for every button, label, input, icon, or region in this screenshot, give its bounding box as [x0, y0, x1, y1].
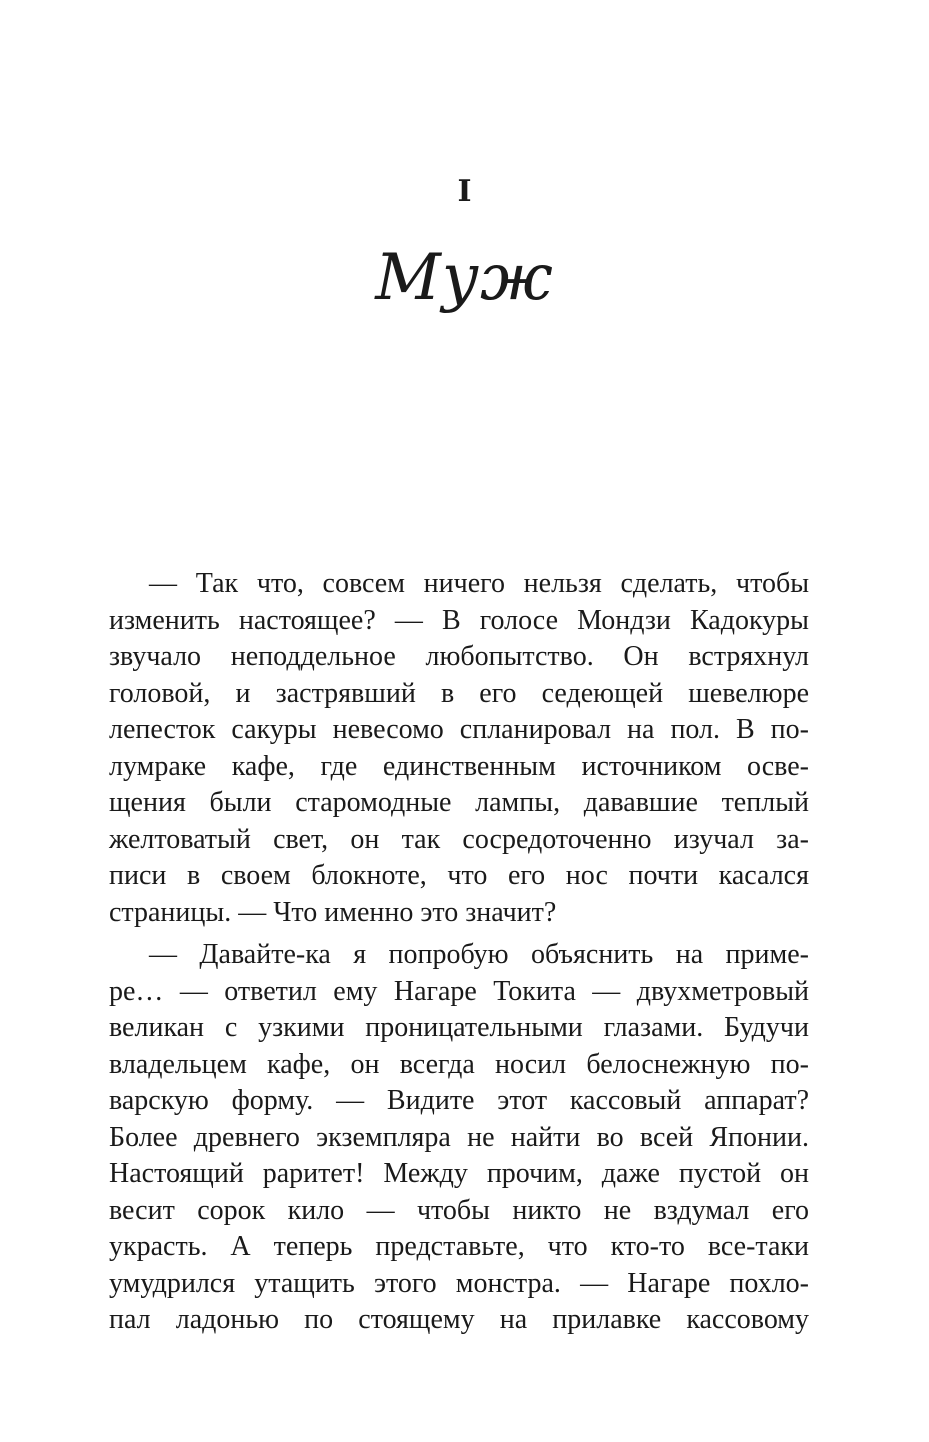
- text-line: весит сорок кило — чтобы никто не вздумал его: [109, 1194, 809, 1226]
- text-line: варскую форму. — Видите этот кассовый аппарат?: [109, 1085, 809, 1116]
- text-line: желтоватый свет, он так сосредоточенно изучал за-: [109, 823, 809, 855]
- text-line: Более древнего экземпляра не найти во всей Японии.: [109, 1121, 809, 1153]
- text-line: лумраке кафе, где единственным источником осве-: [109, 750, 809, 782]
- paragraph-1: [109, 566, 809, 931]
- text-line: великан с узкими проницательными глазами. Будучи: [109, 1012, 809, 1043]
- paragraph-2: [109, 937, 809, 1339]
- chapter-title: Муж: [375, 241, 554, 315]
- text-line: звучало неподдельное любопытство. Он встряхнул: [109, 641, 809, 672]
- text-line: лепесток сакуры невесомо спланировал на пол. В по-: [109, 714, 809, 745]
- text-line: умудрился утащить этого монстра. — Нагаре похло-: [109, 1267, 809, 1299]
- text-line: щения были старомодные лампы, дававшие теплый: [109, 787, 809, 818]
- text-line: писи в своем блокноте, что его нос почти касался: [109, 860, 809, 891]
- text-line: пал ладонью по стоящему на прилавке кассовому: [109, 1304, 809, 1335]
- text-line: изменить настоящее? — В голосе Мондзи Кадокуры: [109, 604, 809, 636]
- text-line: — Давайте-ка я попробую объяснить на приме-: [149, 939, 809, 970]
- body-text: [109, 566, 809, 1339]
- text-line: Настоящий раритет! Между прочим, даже пустой он: [109, 1158, 809, 1189]
- text-line: владельцем кафе, он всегда носил белоснежную по-: [109, 1048, 809, 1080]
- text-line: — Так что, совсем ничего нельзя сделать, чтобы: [149, 568, 809, 599]
- text-line: ре… — ответил ему Нагаре Токита — двухметровый: [109, 975, 809, 1007]
- text-line: головой, и застрявший в его седеющей шевелюре: [109, 677, 809, 709]
- text-line: страницы. — Что именно это значит?: [109, 896, 557, 928]
- text-line: украсть. А теперь представьте, что кто-то все-таки: [109, 1231, 809, 1262]
- chapter-number: I: [457, 174, 472, 209]
